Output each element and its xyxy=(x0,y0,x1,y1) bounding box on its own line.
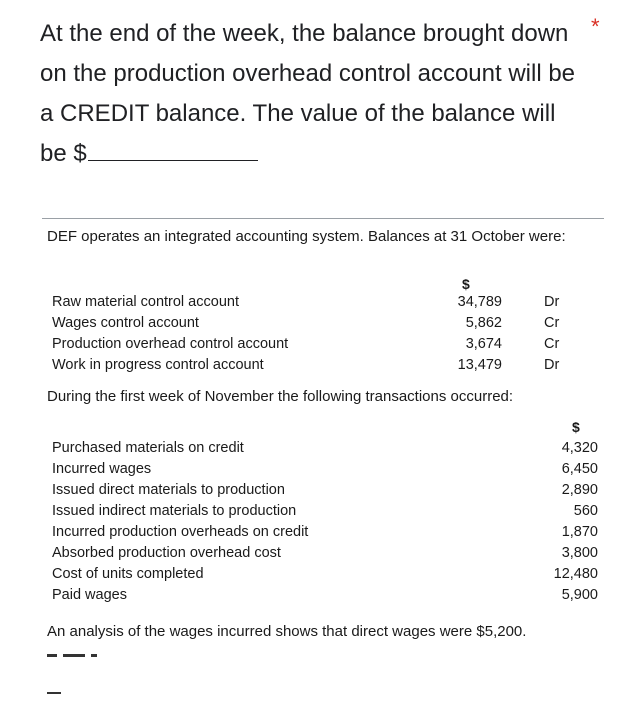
transaction-label: Incurred wages xyxy=(52,461,152,477)
balance-label: Production overhead control account xyxy=(52,336,289,352)
transaction-row xyxy=(52,545,598,566)
transaction-row xyxy=(52,587,598,608)
transaction-label: Issued indirect materials to production xyxy=(52,503,297,519)
transaction-row xyxy=(52,440,598,461)
balance-side: Dr xyxy=(544,357,560,373)
transaction-row xyxy=(52,503,598,524)
transaction-row xyxy=(52,461,598,482)
balance-side: Cr xyxy=(544,336,560,352)
transaction-value: 2,890 xyxy=(561,482,598,498)
balance-row xyxy=(52,315,592,336)
required-asterisk: * xyxy=(591,14,600,39)
transactions-intro: During the first week of November the following transactions occurred: xyxy=(47,388,514,405)
balance-side: Dr xyxy=(544,294,560,310)
transaction-label: Absorbed production overhead cost xyxy=(52,545,281,561)
balance-row xyxy=(52,357,592,378)
transaction-label: Issued direct materials to production xyxy=(52,482,285,498)
balance-value: 5,862 xyxy=(465,315,502,331)
balance-label: Raw material control account xyxy=(52,294,239,310)
transaction-value: 12,480 xyxy=(553,566,598,582)
balance-label: Work in progress control account xyxy=(52,357,264,373)
transaction-label: Paid wages xyxy=(52,587,127,603)
cropped-text-fragment xyxy=(47,692,61,702)
transaction-label: Incurred production overheads on credit xyxy=(52,524,309,540)
transaction-label: Purchased materials on credit xyxy=(52,440,244,456)
cropped-text-fragment xyxy=(47,654,127,662)
transaction-row xyxy=(52,566,598,587)
balance-row xyxy=(52,294,592,315)
transaction-value: 1,870 xyxy=(561,524,598,540)
transaction-value: 5,900 xyxy=(561,587,598,603)
analysis-text: An analysis of the wages incurred shows that direct wages were $5,200. xyxy=(47,623,527,640)
balance-value: 13,479 xyxy=(457,357,502,373)
transaction-row xyxy=(52,524,598,545)
intro-text: DEF operates an integrated accounting system. Balances at 31 October were: xyxy=(47,228,566,245)
transaction-value: 6,450 xyxy=(561,461,598,477)
transaction-value: 4,320 xyxy=(561,440,598,456)
balances-currency-header: $ xyxy=(462,276,470,292)
answer-blank-line xyxy=(88,136,258,161)
question-image xyxy=(42,222,604,700)
transaction-row xyxy=(52,482,598,503)
transactions-currency-header: $ xyxy=(572,419,580,435)
transaction-label: Cost of units completed xyxy=(52,566,204,582)
transaction-value: 3,800 xyxy=(561,545,598,561)
divider xyxy=(42,218,604,219)
question-text xyxy=(40,14,580,174)
balance-label: Wages control account xyxy=(52,315,199,331)
transaction-value: 560 xyxy=(573,503,598,519)
balance-value: 3,674 xyxy=(465,336,502,352)
balance-value: 34,789 xyxy=(457,294,502,310)
balance-side: Cr xyxy=(544,315,560,331)
question-label: At the end of the week, the balance brought down on the production overhead control account will be a CREDIT balance. The value of the balance will be $ xyxy=(40,20,576,167)
balance-row xyxy=(52,336,592,357)
